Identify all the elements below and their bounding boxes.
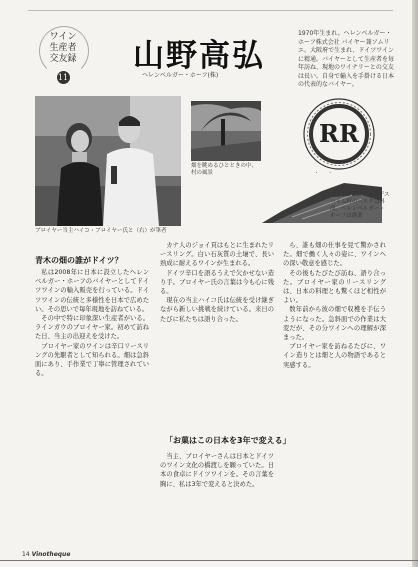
page-gutter: [412, 0, 418, 567]
article-column-2b: [160, 452, 274, 544]
article-column-1: [35, 268, 149, 538]
photo-vineyard-tree: [191, 101, 261, 161]
logo-letters: RR: [319, 119, 359, 148]
paragraph: その後もたびたび訪ね、語り合った。ブロイヤー家のリースリングは、日本の料理とも驚くほど相性がよい。: [283, 269, 386, 305]
badge-line-2: 生産者: [49, 43, 77, 53]
author-name: 山野高弘: [133, 38, 265, 74]
badge-number: 11: [57, 73, 69, 82]
paragraph: ら、誰も畑の仕事を見て驚かされた。畑で働く人々の姿に、ワインへの深い敬意を感じた。: [283, 242, 386, 268]
magazine-name: Vinotheque: [31, 551, 71, 558]
paragraph: カナ人のジョイ頁はもとに生まれたリースリング。白い石灰質の土壌で、長い熟成に耐えるワインが生まれる。: [160, 242, 274, 268]
author-company: ヘレンベルガー・ホーフ(株): [142, 72, 219, 79]
paragraph: その中で特に印象深い生産者がいる。ラインガウのブロイヤー家。初めて訪ねた日、当主の出迎えを受けた。: [35, 315, 149, 341]
caption-main-photo: ブロイヤー当主ハイコ・ブロイヤー氏と（右）が筆者: [35, 228, 167, 234]
paragraph: ブロイヤー家を訪ねるたびに、ワイン造りとは畑と人の物語であると実感する。: [283, 343, 386, 369]
paragraph: 私は2008年に日本に設立したヘレンベルガー・ホーフのバイヤーとしてドイツワインの輸入販売を行っている。ドイツワインの伝統と多様性を日本で広めたい。その思いで毎年現地を訪ねている。: [35, 269, 149, 313]
caption-hill-photo: ラインガウ、リューデスハイム村のベルク急斜面。ヘレンベルガー・ホーフは創業: [330, 192, 390, 219]
top-rule: [28, 10, 393, 11]
author-intro: 1970年生まれ。ヘレンベルガー・ホーフ株式会社 バイヤー兼ソムリエ。大阪府で生まれ、ドイツワインに精通。バイヤーとして生産者を毎年訪ね、現地のワイナリーとの交友は長い。自身で輸入を手掛ける日本の代表的なバイヤー。: [298, 30, 395, 88]
section-heading-2: 「お菓はこの日本を3年で変える」: [165, 436, 291, 445]
paragraph: 数年前から彼の畑で収穫を手伝うようになった。急斜面での作業は大変だが、その分ワインへの理解が深まった。: [283, 306, 386, 342]
article-column-3: [283, 241, 386, 541]
badge-line-3: 交友録: [49, 54, 77, 64]
caption-tree-photo: 畑を眺めるひとときの中、村の風景: [191, 163, 258, 176]
series-badge: [36, 24, 90, 92]
page-number: 14: [22, 551, 30, 558]
section-heading-1: 青木の畑の誰がドイツ？: [35, 256, 123, 265]
paragraph: 現在の当主ハイコ氏は伝統を受け継ぎながら新しい挑戦を続けている。来日のたびに私たちは語り合った。: [160, 297, 274, 323]
photo-two-people: [35, 96, 181, 226]
winery-logo-seal: [302, 97, 376, 171]
folio: [22, 551, 70, 558]
paragraph: ドイツ辛口を語るうえで欠かせない造り手。ブロイヤー氏の言葉は今も心に残る。: [160, 269, 274, 296]
paragraph: 当主、ブロイヤーさんは日本とドイツのワイン文化の橋渡しを願っていた。日本の食卓にドイツワインを。その言葉を胸に、私は3年で変えると決めた。: [160, 453, 274, 488]
paragraph: ブロイヤー家のワインは辛口リースリングの先駆者として知られる。畑は急斜面にあり、手作業で丁寧に管理されている。: [35, 342, 149, 378]
badge-line-1: ワイン: [49, 32, 77, 42]
article-column-2: [160, 241, 274, 421]
bottom-rule: [0, 560, 418, 561]
